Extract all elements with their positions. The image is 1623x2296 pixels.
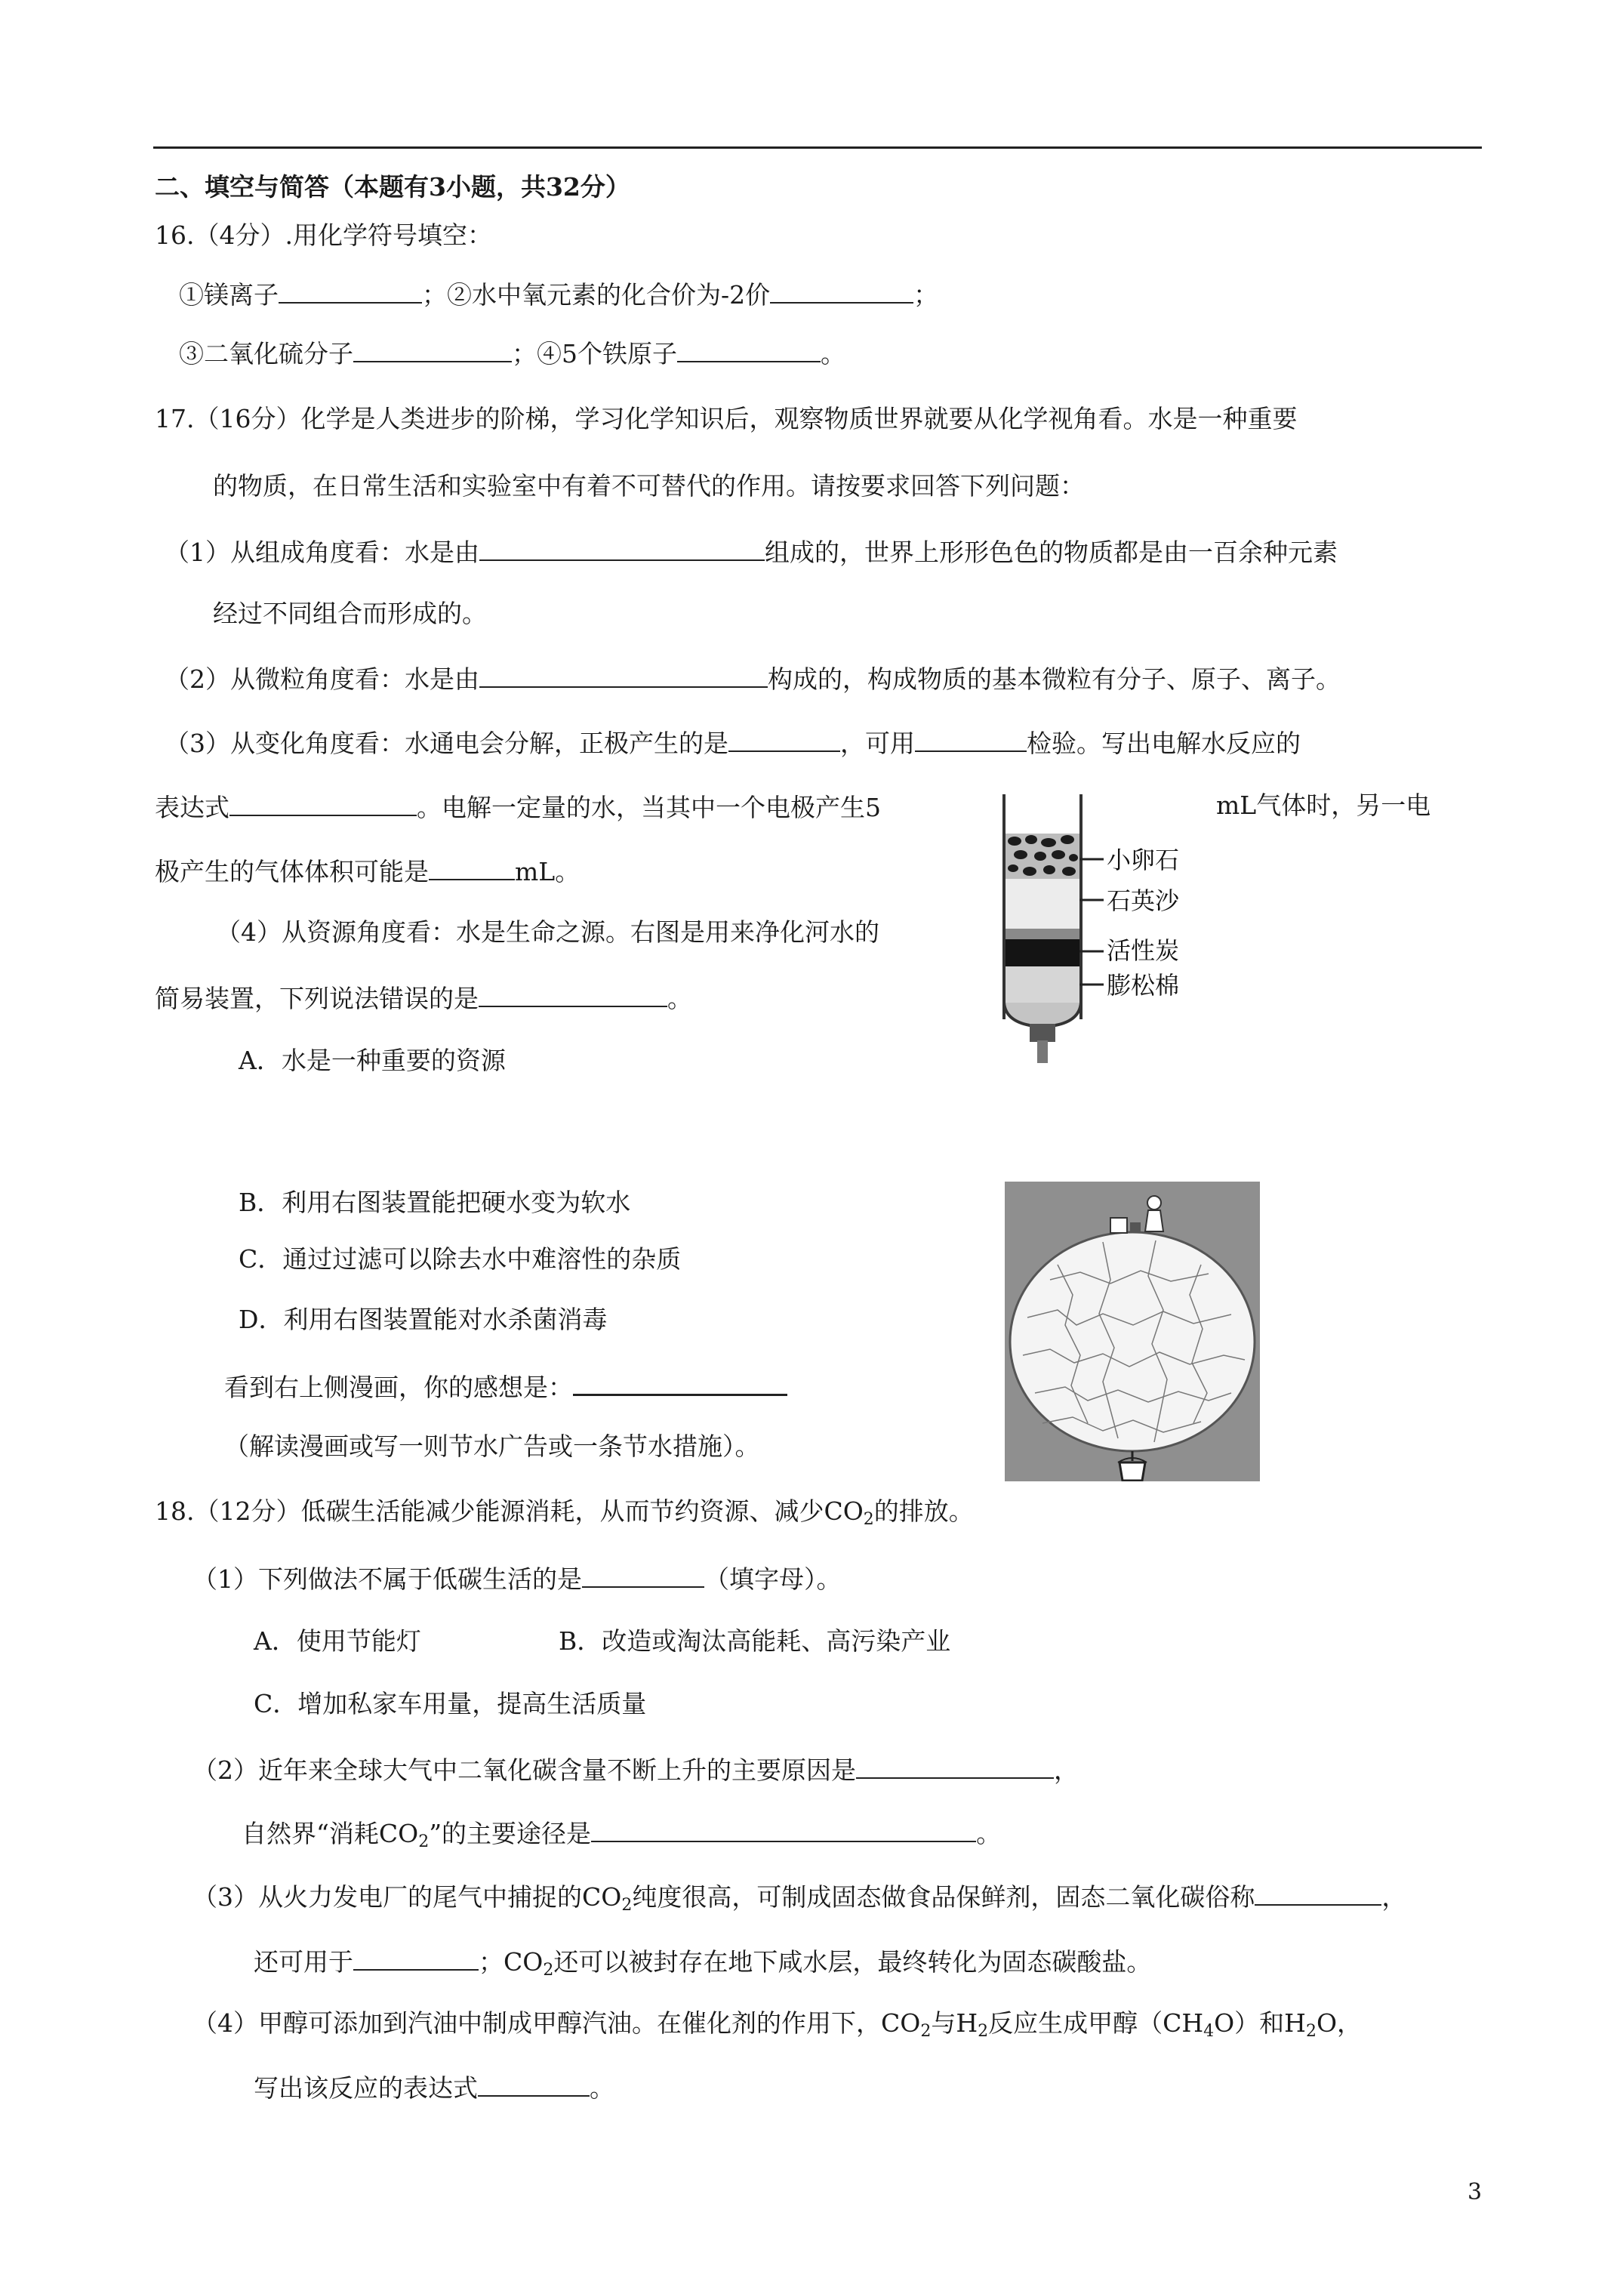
q16-item4: ；④5个铁原子 [512, 339, 677, 368]
q17-part1 [165, 534, 1338, 569]
q17-p3-line3 [155, 853, 580, 889]
q18-p3-line2 [254, 1943, 1151, 1979]
q16-blank2[interactable] [770, 276, 913, 304]
filter-label-sand: 石英沙 [1107, 886, 1180, 915]
q18-p2-text3: ”的主要途径是 [429, 1819, 592, 1848]
q18-part2 [192, 1752, 1079, 1787]
q17-p4-punct: 。 [667, 984, 692, 1013]
q18-p4-text: （4）甲醇可添加到汽油中制成甲醇汽油。在催化剂的作用下，CO [192, 2008, 921, 2038]
q17-p3-blank3[interactable] [229, 789, 417, 816]
q18-p2-blank2[interactable] [591, 1815, 976, 1842]
q17-option-d: D．利用右图装置能对水杀菌消毒 [239, 1305, 608, 1334]
q18-p3-text4: ；CO [479, 1947, 544, 1977]
q17-p3-text8: mL。 [515, 857, 581, 886]
q18-stem-text2: 的排放。 [873, 1496, 974, 1526]
q17-p3-line2 [155, 789, 881, 824]
q18-p1-blank[interactable] [582, 1561, 704, 1588]
q16-punct2: 。 [821, 339, 845, 368]
q17-option-c: C．通过过滤可以除去水中难溶性的杂质 [239, 1244, 682, 1274]
q17-part2 [165, 661, 1341, 696]
filter-label-cotton: 膨松棉 [1107, 971, 1180, 1000]
q18-p2-text: （2）近年来全球大气中二氧化碳含量不断上升的主要原因是 [192, 1755, 856, 1785]
q16-blank3[interactable] [353, 335, 512, 362]
q18-p4-text3: 反应生成甲醇（CH [988, 2008, 1204, 2038]
q17-p3-text2: ，可用 [840, 729, 915, 758]
q18-p4-line2 [254, 2069, 614, 2105]
q18-p1-text2: （填字母）。 [704, 1564, 842, 1594]
q17-p1-text2: 组成的，世界上形形色色的物质都是由一百余种元素 [765, 538, 1338, 567]
q16-item1: ①镁离子 [179, 280, 279, 310]
q18-stem-text: 18.（12分）低碳生活能减少能源消耗，从而节约资源、减少CO [155, 1496, 864, 1526]
q18-p4-text6: 写出该反应的表达式 [254, 2073, 478, 2103]
q18-p4-punct: 。 [590, 2073, 614, 2103]
q17-p1-text: （1）从组成角度看：水是由 [165, 538, 479, 567]
q18-p4-sub4: 2 [1305, 2022, 1317, 2041]
q18-p4-text4: O）和H [1214, 2008, 1306, 2038]
q18-p4-sub3: 4 [1203, 2022, 1215, 2041]
q18-p2-blank1[interactable] [856, 1752, 1054, 1779]
q17-cartoon-note: （解读漫画或写一则节水广告或一条节水措施）。 [224, 1432, 760, 1461]
q18-option-c: C．增加私家车用量，提高生活质量 [254, 1689, 647, 1718]
q17-p3-text6: mL气体时，另一电 [1216, 791, 1431, 820]
q18-p3-sub: 2 [621, 1896, 633, 1915]
q18-p3-text3: 还可用于 [254, 1947, 353, 1977]
filter-label-pebbles: 小卵石 [1107, 846, 1180, 874]
q18-p2-line2 [242, 1815, 1001, 1851]
q18-p4-sub2: 2 [978, 2022, 989, 2041]
q18-stem-sub: 2 [863, 1510, 874, 1529]
q18-stem [155, 1495, 974, 1528]
q18-p4-text2: 与H [931, 2008, 978, 2038]
q17-stem-2: 的物质，在日常生活和实验室中有着不可替代的作用。请按要求回答下列问题： [213, 471, 1085, 501]
q18-part1 [192, 1561, 842, 1596]
q17-part4: （4）从资源角度看：水是生命之源。右图是用来净化河水的 [216, 917, 879, 947]
q18-p3-sub2: 2 [543, 1961, 554, 1980]
q18-p3-blank2[interactable] [353, 1943, 479, 1971]
q16-blank4[interactable] [677, 335, 821, 362]
q17-p3-text: （3）从变化角度看：水通电会分解，正极产生的是 [165, 729, 728, 758]
q18-p3-punct: ， [1381, 1882, 1407, 1912]
q17-p3-blank2[interactable] [915, 725, 1027, 752]
q18-p3-text2: 纯度很高，可制成固态做食品保鲜剂，固态二氧化碳俗称 [632, 1882, 1255, 1912]
filter-label-carbon: 活性炭 [1107, 936, 1180, 965]
q18-p2-punct: ， [1054, 1755, 1079, 1785]
q17-p1-blank[interactable] [479, 534, 765, 561]
q17-p2-text2: 构成的，构成物质的基本微粒有分子、原子、离子。 [768, 664, 1341, 694]
q17-p1-cont: 经过不同组合而形成的。 [213, 599, 487, 628]
q17-p2-text: （2）从微粒角度看：水是由 [165, 664, 479, 694]
q17-p2-blank[interactable] [479, 661, 768, 688]
q16-blank1[interactable] [279, 276, 422, 304]
q17-cartoon-blank[interactable] [573, 1368, 787, 1396]
q18-p2-text2: 自然界“消耗CO [242, 1819, 419, 1848]
q16-line2 [179, 335, 845, 371]
q17-cartoon-question [224, 1368, 787, 1404]
q16-item3: ③二氧化硫分子 [179, 339, 353, 368]
page-number: 3 [1467, 2179, 1483, 2205]
q16-stem: 16.（4分）.用化学符号填空： [155, 220, 492, 250]
q17-option-a: A．水是一种重要的资源 [239, 1046, 506, 1075]
q17-p4-blank[interactable] [479, 980, 667, 1007]
q18-p2-sub: 2 [418, 1832, 430, 1851]
q17-cartoon-text: 看到右上侧漫画，你的感想是： [224, 1373, 573, 1402]
q18-p1-text: （1）下列做法不属于低碳生活的是 [192, 1564, 582, 1594]
q17-stem-1: 17.（16分）化学是人类进步的阶梯，学习化学知识后，观察物质世界就要从化学视角看。水是一种重要 [155, 404, 1298, 433]
q17-p3-text3: 检验。写出电解水反应的 [1027, 729, 1301, 758]
q17-p3-blank1[interactable] [728, 725, 840, 752]
water-filter-figure [977, 794, 1203, 1065]
section-title: 二、填空与简答（本题有3小题，共32分） [155, 172, 630, 202]
q16-item2: ；②水中氧元素的化合价为-2价 [422, 280, 771, 310]
q18-option-a: A．使用节能灯 [254, 1626, 421, 1656]
q17-p4-line2 [155, 980, 692, 1015]
q18-p3-blank1[interactable] [1255, 1878, 1381, 1906]
q18-part3 [192, 1878, 1406, 1914]
bucket-icon [1118, 1458, 1147, 1481]
q18-p2-punct2: 。 [976, 1819, 1002, 1848]
cracked-earth-balloon-icon [1005, 1182, 1260, 1481]
q18-p4-blank[interactable] [478, 2069, 590, 2097]
q17-part3 [165, 725, 1301, 760]
q17-p4-text: 简易装置，下列说法错误的是 [155, 984, 479, 1013]
q18-p3-text5: 还可以被封存在地下咸水层，最终转化为固态碳酸盐。 [553, 1947, 1152, 1977]
q17-p3-blank4[interactable] [429, 853, 515, 880]
q16-punct1: ； [913, 280, 939, 310]
q18-p3-text: （3）从火力发电厂的尾气中捕捉的CO [192, 1882, 622, 1912]
q17-p3-text7: 极产生的气体体积可能是 [155, 857, 429, 886]
q17-option-b: B．利用右图装置能把硬水变为软水 [239, 1188, 631, 1217]
top-rule [153, 146, 1482, 149]
q18-option-b: B．改造或淘汰高能耗、高污染产业 [559, 1626, 951, 1656]
q18-p4-text5: O， [1316, 2008, 1363, 2038]
drought-cartoon-image [1005, 1182, 1260, 1481]
q17-p3-text4: 表达式 [155, 793, 229, 822]
q18-part4 [192, 2007, 1362, 2040]
q18-p4-sub1: 2 [920, 2022, 932, 2041]
q16-line1 [179, 276, 938, 312]
q17-p3-text5: 。电解一定量的水，当其中一个电极产生5 [417, 793, 881, 822]
